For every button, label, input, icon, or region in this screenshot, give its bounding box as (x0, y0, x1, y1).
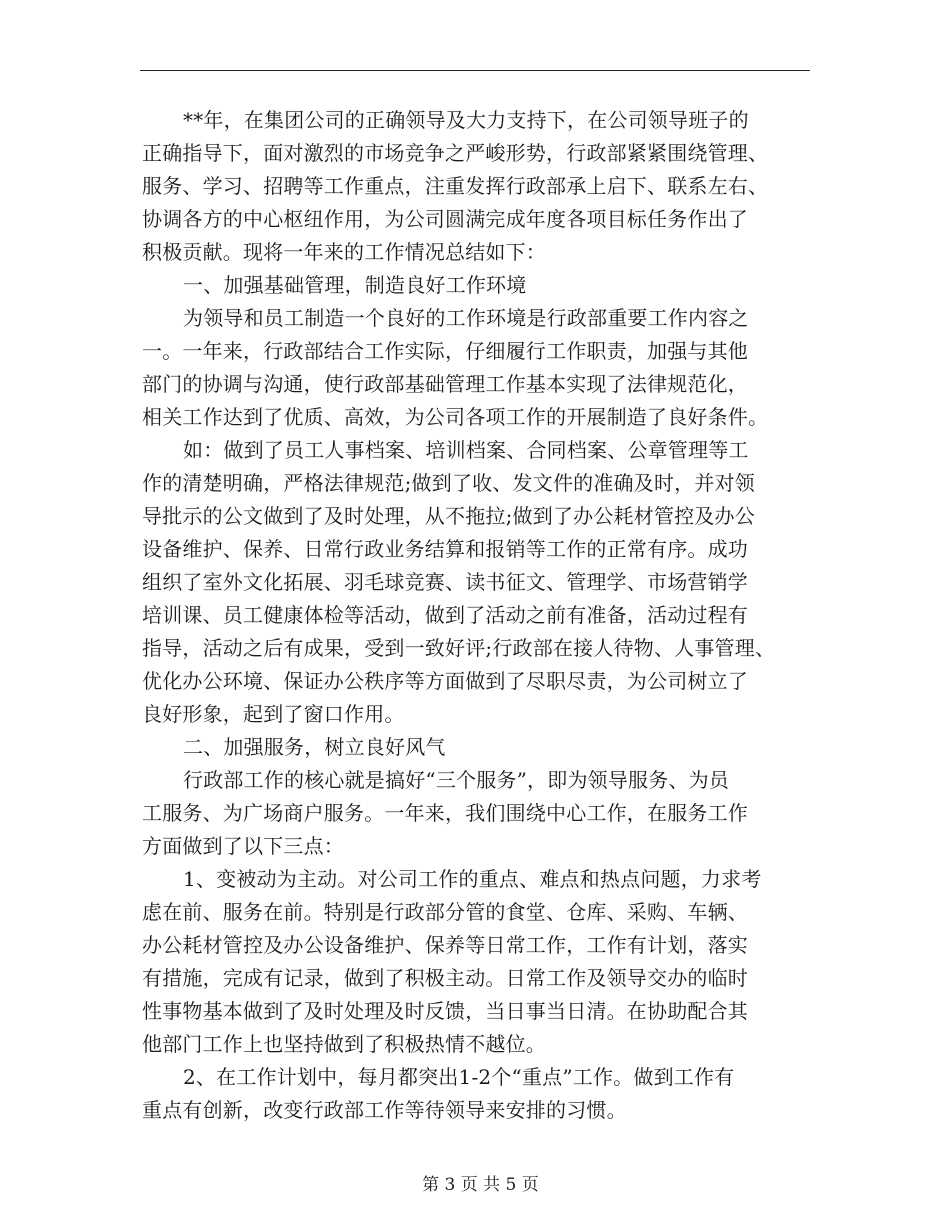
page-number: 第 3 页 共 5 页 (422, 1175, 539, 1195)
section-heading: 一、加强基础管理，制造良好工作环境 (183, 273, 527, 297)
text-line: 为领导和员工制造一个良好的工作环境是行政部重要工作内容之 (183, 306, 749, 330)
header-rule (140, 70, 810, 71)
paragraph-section-2 (142, 764, 810, 863)
paragraph-point-2 (142, 1061, 810, 1127)
text-line: 培训课、员工健康体检等活动，做到了活动之前有准备，活动过程有 (142, 603, 748, 627)
text-line: 2、在工作计划中，每月都突出1-2个“重点”工作。做到工作有 (183, 1065, 735, 1089)
text-line: 导批示的公文做到了及时处理，从不拖拉;做到了办公耗材管控及办公 (142, 504, 755, 528)
text-line: 指导，活动之后有成果，受到一致好评;行政部在接人待物、人事管理、 (142, 636, 776, 660)
document-body (142, 104, 810, 1127)
text-line: 他部门工作上也坚持做到了积极热情不越位。 (142, 1032, 546, 1056)
text-line: 办公耗材管控及办公设备维护、保养等日常工作，工作有计划，落实 (142, 933, 748, 957)
text-line: 优化办公环境、保证办公秩序等方面做到了尽职尽责，为公司树立了 (142, 669, 748, 693)
text-line: 一。一年来，行政部结合工作实际，仔细履行工作职责，加强与其他 (142, 339, 748, 363)
text-line: 1、变被动为主动。对公司工作的重点、难点和热点问题，力求考 (183, 867, 762, 891)
text-line: 良好形象，起到了窗口作用。 (142, 702, 405, 726)
text-line: 积极贡献。现将一年来的工作情况总结如下： (142, 240, 546, 264)
text-line: 行政部工作的核心就是搞好“三个服务”，即为领导服务、为员 (183, 768, 730, 792)
paragraph-section-1 (142, 302, 810, 434)
text-line: 组织了室外文化拓展、羽毛球竞赛、读书征文、管理学、市场营销学 (142, 570, 748, 594)
text-line: 作的清楚明确，严格法律规范;做到了收、发文件的准确及时，并对领 (142, 471, 755, 495)
text-line: 部门的协调与沟通，使行政部基础管理工作基本实现了法律规范化， (142, 372, 748, 396)
text-line: 如：做到了员工人事档案、培训档案、合同档案、公章管理等工 (183, 438, 749, 462)
text-line: **年，在集团公司的正确领导及大力支持下，在公司领导班子的 (183, 108, 749, 132)
heading-section-2 (142, 731, 810, 764)
text-line: 性事物基本做到了及时处理及时反馈，当日事当日清。在协助配合其 (142, 999, 748, 1023)
text-line: 虑在前、服务在前。特别是行政部分管的食堂、仓库、采购、车辆、 (142, 900, 748, 924)
text-line: 重点有创新，改变行政部工作等待领导来安排的习惯。 (142, 1098, 627, 1122)
text-line: 服务、学习、招聘等工作重点，注重发挥行政部承上启下、联系左右、 (142, 174, 769, 198)
paragraph-examples (142, 434, 810, 731)
text-line: 设备维护、保养、日常行政业务结算和报销等工作的正常有序。成功 (142, 537, 748, 561)
text-line: 工服务、为广场商户服务。一年来，我们围绕中心工作，在服务工作 (142, 801, 748, 825)
section-heading: 二、加强服务，树立良好风气 (183, 735, 446, 759)
heading-section-1 (142, 269, 810, 302)
text-line: 方面做到了以下三点： (142, 834, 344, 858)
paragraph-intro (142, 104, 810, 269)
page-footer (0, 1152, 950, 1196)
text-line: 相关工作达到了优质、高效，为公司各项工作的开展制造了良好条件。 (142, 405, 769, 429)
text-line: 有措施，完成有记录，做到了积极主动。日常工作及领导交办的临时 (142, 966, 748, 990)
text-line: 正确指导下，面对激烈的市场竞争之严峻形势，行政部紧紧围绕管理、 (142, 141, 769, 165)
paragraph-point-1 (142, 863, 810, 1061)
text-line: 协调各方的中心枢纽作用，为公司圆满完成年度各项目标任务作出了 (142, 207, 748, 231)
